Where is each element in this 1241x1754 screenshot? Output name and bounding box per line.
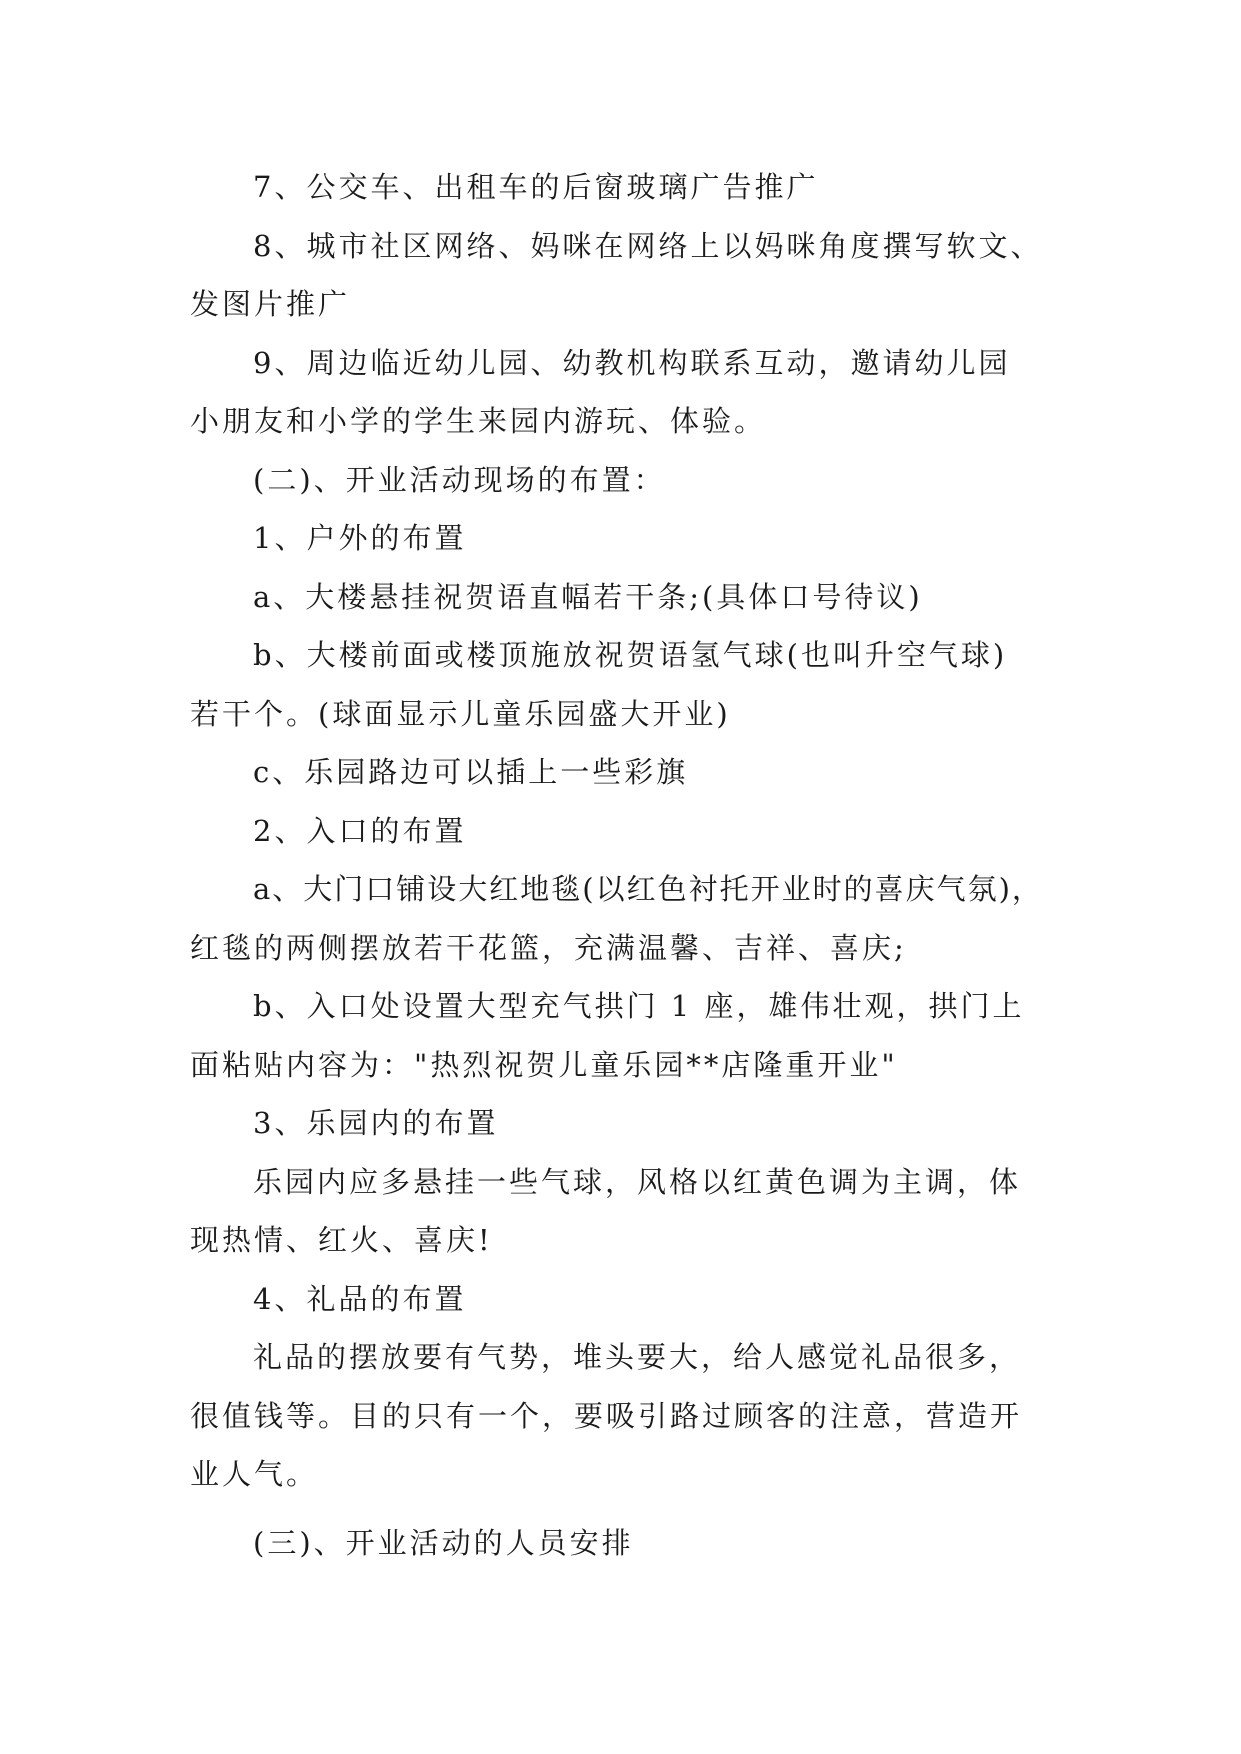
paragraph-item-7 [190, 158, 1065, 217]
section-heading-2 [190, 451, 1065, 510]
paragraph-entrance-b [190, 977, 1065, 1036]
subheading-outdoor [190, 509, 1065, 568]
paragraph-line: 9、周边临近幼儿园、幼教机构联系互动，邀请幼儿园 [253, 345, 1011, 380]
paragraph-gifts-continued [190, 1387, 1065, 1446]
paragraph-item-8-continued [190, 275, 1065, 334]
paragraph-gifts-continued [190, 1445, 1065, 1504]
paragraph-line: 业人气。 [190, 1457, 319, 1491]
paragraph-line: a、大楼悬挂祝贺语直幅若干条;(具体口号待议) [253, 579, 923, 614]
paragraph-item-9 [190, 334, 1065, 393]
subheading-entrance [190, 802, 1065, 861]
paragraph-line: a、大门口铺设大红地毯(以红色衬托开业时的喜庆气氛)， [253, 872, 1043, 906]
paragraph-line: 红毯的两侧摆放若干花篮，充满温馨、吉祥、喜庆; [190, 930, 907, 965]
paragraph-entrance-b-continued [190, 1036, 1065, 1095]
heading-text: (二)、开业活动现场的布置： [253, 462, 666, 497]
paragraph-outdoor-a [190, 568, 1065, 627]
paragraph-line: 现热情、红火、喜庆! [190, 1223, 493, 1257]
paragraph-item-8 [190, 217, 1065, 276]
paragraph-line: 7、公交车、出租车的后窗玻璃广告推广 [253, 170, 819, 204]
paragraph-line: 8、城市社区网络、妈咪在网络上以妈咪角度撰写软文、 [253, 228, 1043, 263]
paragraph-line: b、大楼前面或楼顶施放祝贺语氢气球(也叫升空气球) [253, 638, 1008, 672]
paragraph-line: c、乐园路边可以插上一些彩旗 [253, 755, 689, 789]
paragraph-outdoor-b-continued [190, 685, 1065, 744]
paragraph-line: 礼品的摆放要有气势，堆头要大，给人感觉礼品很多， [253, 1340, 1022, 1374]
paragraph-line: 小朋友和小学的学生来园内游玩、体验。 [190, 404, 767, 438]
paragraph-outdoor-b [190, 626, 1065, 685]
paragraph-gifts [190, 1328, 1065, 1387]
heading-text: 4、礼品的布置 [253, 1281, 467, 1316]
heading-text: 3、乐园内的布置 [253, 1106, 499, 1140]
section-heading-3 [190, 1514, 1065, 1573]
paragraph-line: 面粘贴内容为："热烈祝贺儿童乐园**店隆重开业" [190, 1047, 898, 1082]
heading-text: 2、入口的布置 [253, 813, 467, 848]
paragraph-entrance-a [190, 860, 1065, 919]
paragraph-line: 乐园内应多悬挂一些气球，风格以红黄色调为主调，体 [253, 1164, 1022, 1199]
subheading-gifts [190, 1270, 1065, 1329]
heading-text: 1、户外的布置 [253, 521, 467, 555]
paragraph-entrance-a-continued [190, 919, 1065, 978]
paragraph-item-9-continued [190, 392, 1065, 451]
paragraph-park-interior [190, 1153, 1065, 1212]
paragraph-line: 很值钱等。目的只有一个，要吸引路过顾客的注意，营造开 [190, 1398, 1023, 1433]
subheading-park-interior [190, 1094, 1065, 1153]
paragraph-park-interior-continued [190, 1211, 1065, 1270]
paragraph-line: 若干个。(球面显示儿童乐园盛大开业) [190, 696, 731, 731]
heading-text: (三)、开业活动的人员安排 [253, 1525, 634, 1560]
paragraph-line: b、入口处设置大型充气拱门 1 座，雄伟壮观，拱门上 [253, 989, 1025, 1023]
document-body [190, 158, 1065, 1572]
paragraph-line: 发图片推广 [190, 287, 351, 321]
paragraph-outdoor-c [190, 743, 1065, 802]
